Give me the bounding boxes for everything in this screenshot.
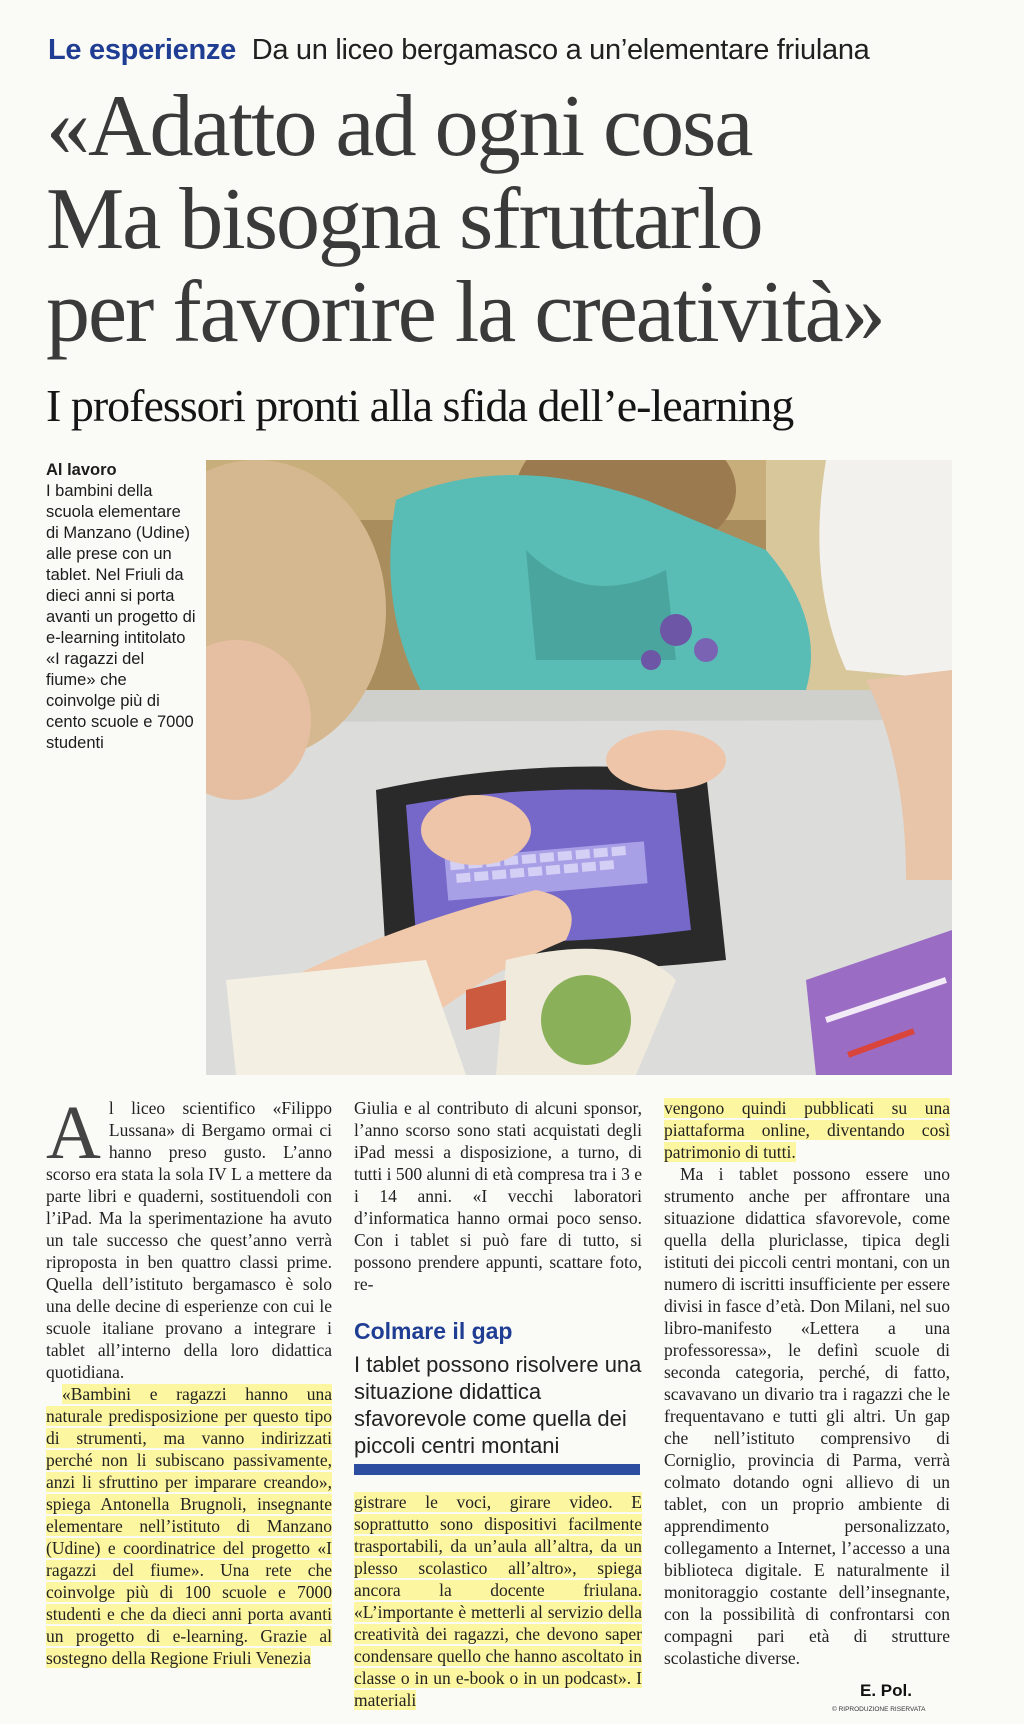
photo-caption xyxy=(46,460,196,754)
highlighted-quote: gistrare le voci, girare video. E soprattutto sono dispositivi facilmente trasportabili, da un’aula all’altra, da un plesso scolastico all’altro», spiega ancora la docente friulana. «L’importante è metterli al servizio della creatività dei ragazzi, che devono saper condensare quello che hanno ascoltato in classe o in un e-book o in un podcast». I materiali xyxy=(354,1492,642,1710)
article-paragraph xyxy=(354,1491,642,1711)
headline xyxy=(46,80,986,359)
article-column-1 xyxy=(46,1091,332,1669)
article-paragraph: Al liceo scientifico «Filippo Lussana» di Bergamo ormai ci hanno preso gusto. L’anno scorso era stata la sola IV L a mettere da parte libri e quaderni, sostituendoli con l’iPad. Ma la sperimentazione ha avuto un tale successo che quest’anno verrà riproposta in ben quattro classi prime. Quella dell’istituto bergamasco è solo una delle decine di esperienze con cui le scuole italiane provano a integrare i tablet all’interno della loro didattica quotidiana. xyxy=(46,1091,332,1382)
article-paragraph: Giulia e al contributo di alcuni sponsor, l’anno scorso sono stati acquistati degli iPad messi a disposizione, a turno, di tutti i 500 alunni di età compresa tra i 3 e i 14 anni. «I vecchi laboratori d’informatica hanno ormai poco senso. Con i tablet si può fare di tutto, si possono prendere appunti, scattare foto, re- xyxy=(354,1098,642,1294)
article-column-3 xyxy=(664,1097,950,1669)
classroom-photo xyxy=(206,460,952,1075)
kicker xyxy=(48,30,968,70)
headline-line-3: per favorire la creatività» xyxy=(46,264,884,361)
section-label: Le esperienze xyxy=(48,34,236,66)
article-column-2-bottom xyxy=(354,1491,642,1711)
headline-line-2: Ma bisogna sfruttarlo xyxy=(46,171,762,268)
sidebar-rule xyxy=(354,1464,640,1475)
children-with-tablet-illustration xyxy=(206,460,952,1075)
article-paragraph: Ma i tablet possono essere uno strumento anche per affrontare una situazione didattica sfavorevole, come quella della pluriclasse, tipica degli istituti dei piccoli centri montani, con un numero di iscritti insufficiente per essere divisi in fasce d’età. Don Milani, nel suo libro-manifesto «Lettera a una professoressa», le definì scuole di seconda categoria, perché, di fatto, scavavano un divario tra i ragazzi che le frequentavano e tutti gli altri. Un gap che nell’istituto comprensivo di Corniglio, provincia di Parma, verrà colmato dotando ogni allievo di un tablet, con un proprio ambiente di apprendimento personalizzato, collegamento a Internet, l’accesso a una biblioteca digitale. E naturalmente il monitoraggio costante dell’insegnante, con la possibilità di confrontarsi con compagni pari età di strutture scolastiche diverse. xyxy=(664,1164,950,1668)
sidebar-title: Colmare il gap xyxy=(354,1318,513,1344)
article-paragraph xyxy=(46,1383,332,1669)
subheadline: I professori pronti alla sfida dell’e-learning xyxy=(46,380,794,431)
highlighted-text: vengono quindi pubblicati su una piattaforma online, diventando così patrimonio di tutti. xyxy=(664,1098,950,1162)
headline-line-1: «Adatto ad ogni cosa xyxy=(46,78,752,175)
article-paragraph xyxy=(664,1097,950,1163)
sidebar-text: I tablet possono risolvere una situazione didattica sfavorevole come quella dei piccoli centri montani xyxy=(354,1352,642,1458)
author-signature: E. Pol. xyxy=(860,1681,912,1700)
caption-title: Al lavoro xyxy=(46,461,117,479)
kicker-deck: Da un liceo bergamasco a un’elementare friulana xyxy=(251,34,870,66)
drop-cap: A xyxy=(46,1091,101,1175)
highlighted-quote: «Bambini e ragazzi hanno una naturale predisposizione per questo tipo di strumenti, ma vanno indirizzati perché non li subiscano passivamente, anzi li sfruttino per imparare creando», spiega Antonella Brugnoli, insegnante elementare nell’istituto di Manzano (Udine) e coordinatrice del progetto «I ragazzi del fiume». Una rete che coinvolge più di 100 scuole e 7000 studenti e che da dieci anni porta avanti un progetto di e-learning. Grazie al sostegno della Regione Friuli Venezia xyxy=(46,1384,332,1668)
caption-text: I bambini della scuola elementare di Manzano (Udine) alle prese con un tablet. Nel Friuli da dieci anni si porta avanti un progetto di e-learning intitolato «I ragazzi del fiume» che coinvolge più di cento scuole e 7000 studenti xyxy=(46,482,196,752)
article-column-2-top xyxy=(354,1097,642,1295)
copyright-notice: © RIPRODUZIONE RISERVATA xyxy=(832,1706,926,1713)
